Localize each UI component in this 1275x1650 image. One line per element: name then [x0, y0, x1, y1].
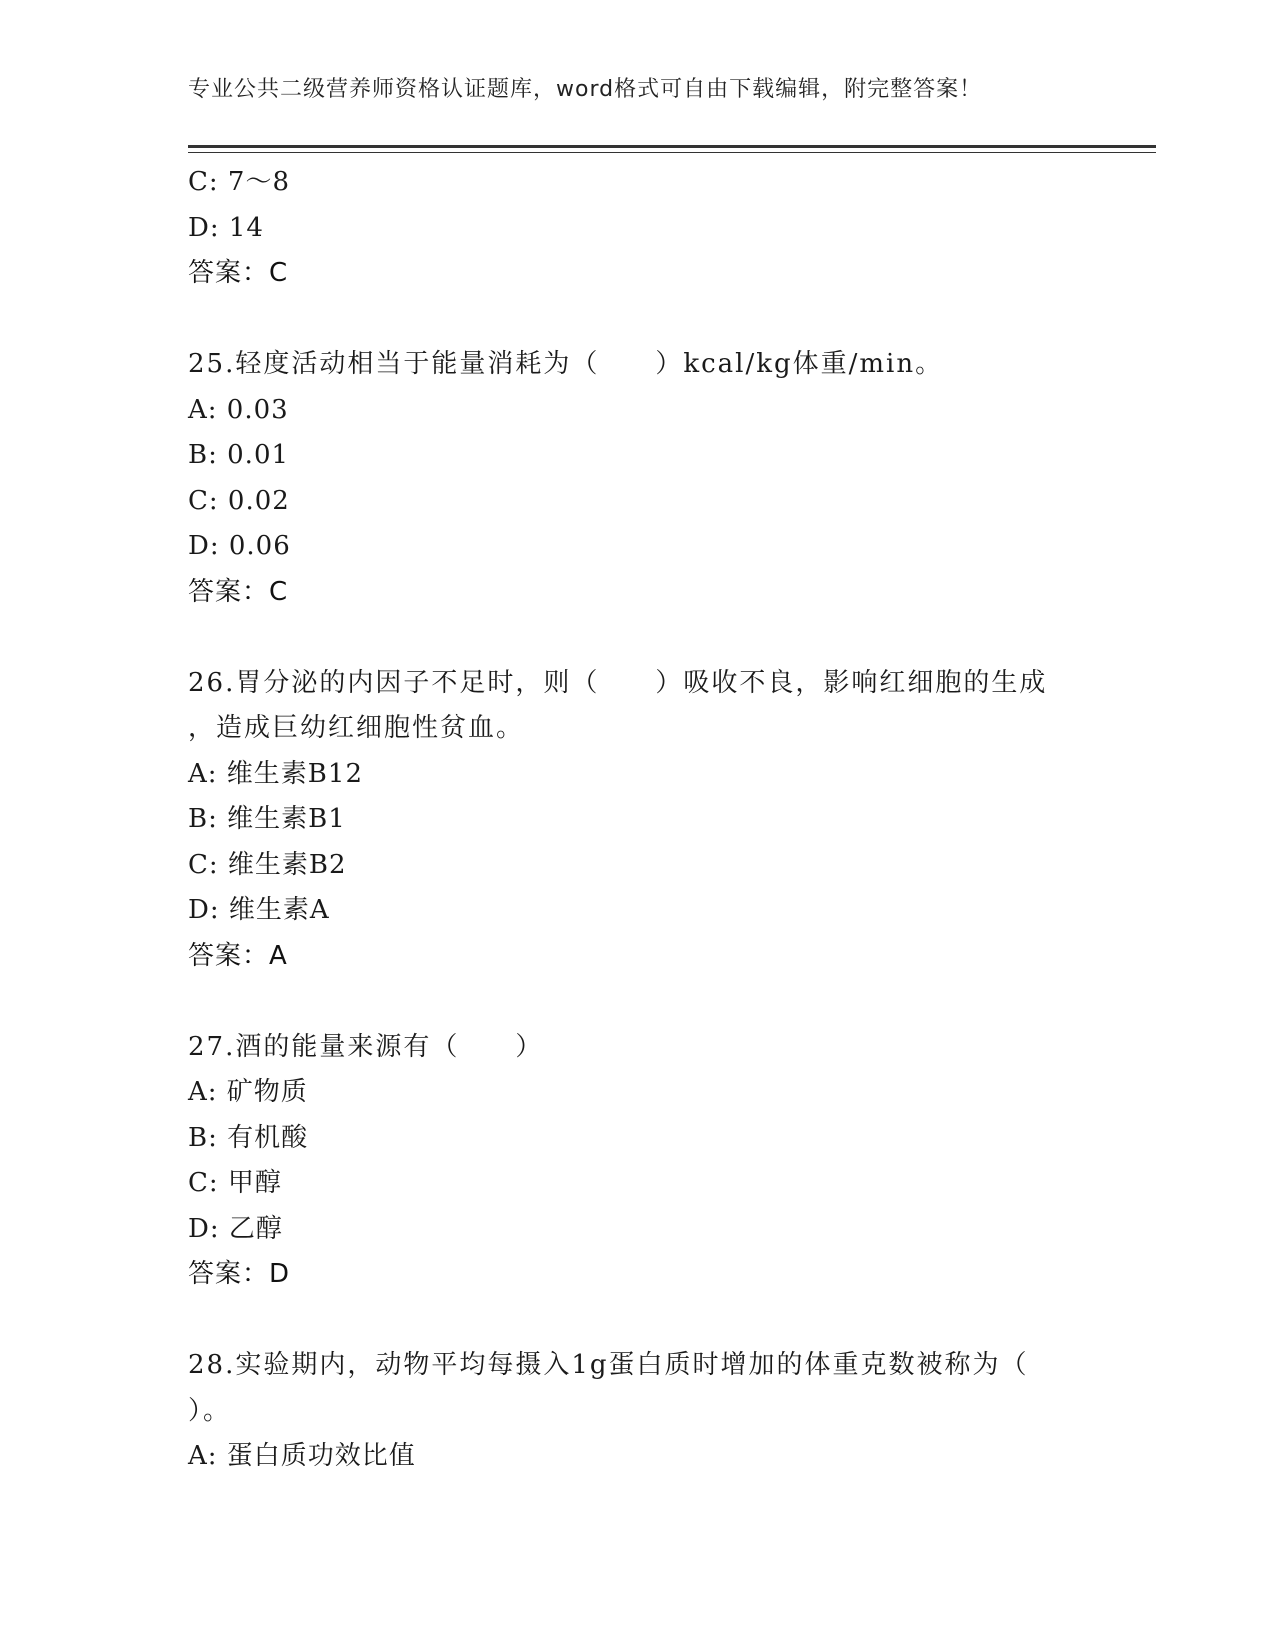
question-25-option-b: B: 0.01	[188, 440, 290, 470]
answer: 答案：C	[188, 258, 289, 288]
question-26-option-c: C: 维生素B2	[188, 849, 347, 880]
question-26-stem-line1: 26.胃分泌的内因子不足时，则（ ）吸收不良，影响红细胞的生成	[188, 667, 1048, 698]
question-28-option-a: A: 蛋白质功效比值	[188, 1441, 416, 1471]
question-27-option-d: D: 乙醇	[188, 1213, 283, 1244]
spacer	[188, 979, 1088, 1025]
page-header: 专业公共二级营养师资格认证题库，word格式可自由下载编辑，附完整答案！	[188, 77, 983, 102]
option-d: D: 14	[188, 212, 264, 243]
question-28-stem-line2: ）。	[188, 1395, 232, 1426]
question-27-option-c: C: 甲醇	[188, 1168, 282, 1198]
question-27-answer: 答案：D	[188, 1259, 291, 1289]
question-26-option-b: B: 维生素B1	[188, 804, 346, 834]
spacer	[188, 1298, 1088, 1344]
question-28-stem-line1: 28.实验期内，动物平均每摄入1g蛋白质时增加的体重克数被称为（	[188, 1350, 1029, 1380]
spacer	[188, 297, 1088, 343]
question-26-option-a: A: 维生素B12	[188, 758, 363, 789]
question-25-option-c: C: 0.02	[188, 485, 290, 516]
question-25-answer: 答案：C	[188, 576, 289, 607]
spacer	[188, 615, 1088, 661]
question-25-stem: 25.轻度活动相当于能量消耗为（ ）kcal/kg体重/min。	[188, 349, 944, 379]
header-rule-thick	[188, 145, 1156, 148]
question-content	[188, 160, 1088, 1480]
question-25-option-a: A: 0.03	[188, 394, 289, 425]
question-27-option-b: B: 有机酸	[188, 1122, 309, 1153]
question-27-option-a: A: 矿物质	[188, 1077, 308, 1107]
question-25-option-d: D: 0.06	[188, 531, 291, 561]
option-c: C: 7～8	[188, 167, 291, 197]
question-26-answer: 答案：A	[188, 940, 288, 971]
header-rule-thin	[188, 152, 1156, 153]
question-27-stem: 27.酒的能量来源有（ ）	[188, 1031, 544, 1062]
question-26-option-d: D: 维生素A	[188, 895, 330, 925]
question-26-stem-line2: ，造成巨幼红细胞性贫血。	[188, 713, 525, 743]
